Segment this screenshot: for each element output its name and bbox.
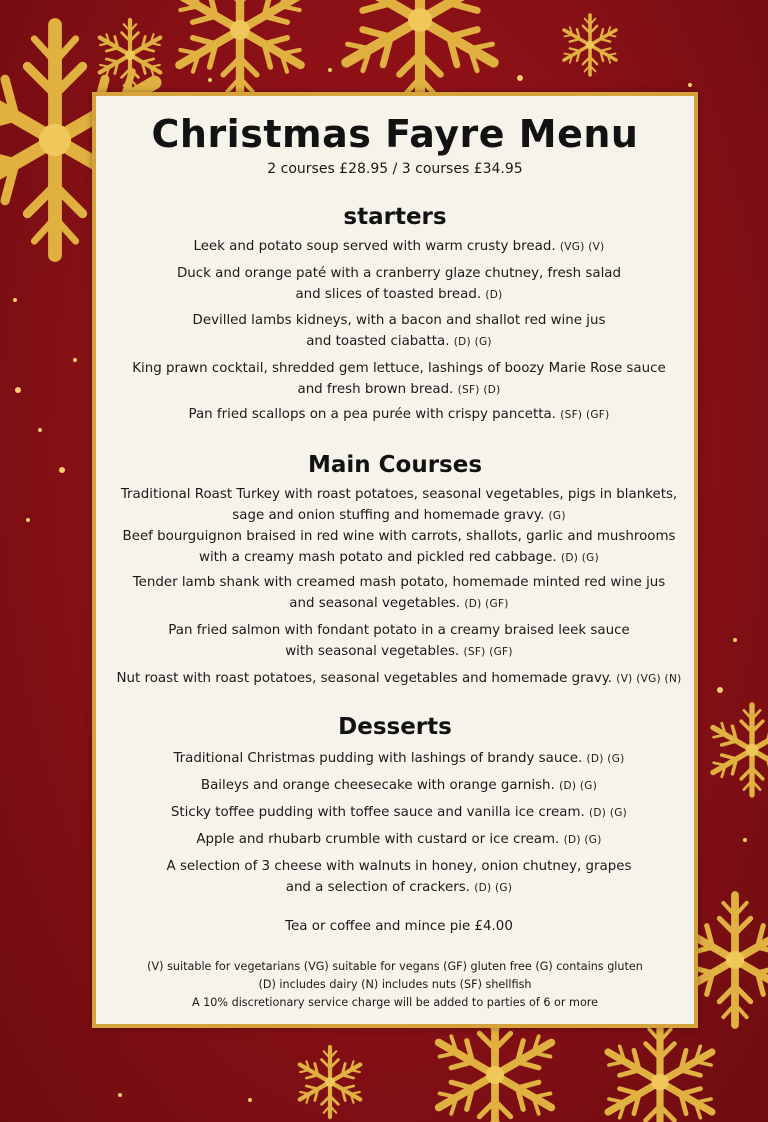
menu-item: Tender lamb shank with creamed mash potato, homemade minted red wine jus and seasonal vegetables. (D) (GF) <box>132 575 666 611</box>
dietary-legend: (V) suitable for vegetarians (VG) suitable for vegans (GF) gluten free (G) contains gluten (D) includes dairy (N) includes nuts (SF) shellfish A 10% discretionary service charge will be added to parties of 6 or more <box>147 960 643 1009</box>
menu-item: Beef bourguignon braised in red wine with carrots, shallots, garlic and mushrooms with a creamy mash potato and pickled red cabbage. (D) (G) <box>122 529 676 565</box>
snowflake-icon <box>171 0 309 100</box>
menu-item: Leek and potato soup served with warm crusty bread. (VG) (V) <box>193 239 605 254</box>
snowflake-icon <box>295 1047 364 1117</box>
extra-offer: Tea or coffee and mince pie £4.00 <box>285 919 513 934</box>
menu-item: Traditional Roast Turkey with roast potatoes, seasonal vegetables, pigs in blankets, sage and onion stuffing and homemade gravy. (G) <box>120 487 678 523</box>
main-courses-heading: Main Courses <box>307 452 483 478</box>
menu-title: Christmas Fayre Menu <box>151 112 639 156</box>
service-charge-note: A 10% discretionary service charge will be added to parties of 6 or more <box>191 996 599 1009</box>
menu-item: Nut roast with roast potatoes, seasonal vegetables and homemade gravy. (V) (VG) (N) <box>116 671 682 686</box>
snowflake-icon <box>560 15 619 75</box>
menu-item: Pan fried salmon with fondant potato in a creamy braised leek sauce with seasonal vegetables. (SF) (GF) <box>168 623 630 659</box>
snowflake-icon <box>336 0 504 105</box>
menu-item: Sticky toffee pudding with toffee sauce and vanilla ice cream. (D) (G) <box>170 805 628 820</box>
menu-item: King prawn cocktail, shredded gem lettuce, lashings of boozy Marie Rose sauce and fresh brown bread. (SF) (D) <box>132 361 666 397</box>
menu-item: Baileys and orange cheesecake with orange garnish. (D) (G) <box>200 778 598 793</box>
price-line: 2 courses £28.95 / 3 courses £34.95 <box>267 161 523 177</box>
desserts-heading: Desserts <box>338 714 452 740</box>
menu-item: Duck and orange paté with a cranberry glaze chutney, fresh salad and slices of toasted bread. (D) <box>176 266 622 302</box>
menu-item: Devilled lambs kidneys, with a bacon and shallot red wine jus and toasted ciabatta. (D) (G) <box>192 313 606 349</box>
menu-item: A selection of 3 cheese with walnuts in honey, onion chutney, grapes and a selection of crackers. (D) (G) <box>166 859 632 895</box>
menu-item: Apple and rhubarb crumble with custard or ice cream. (D) (G) <box>196 832 602 847</box>
menu-item: Pan fried scallops on a pea purée with crispy pancetta. (SF) (GF) <box>188 407 610 422</box>
snowflake-icon <box>708 705 768 795</box>
snowflake-icon <box>601 1022 719 1122</box>
menu-card <box>92 92 698 1028</box>
menu-item: Traditional Christmas pudding with lashings of brandy sauce. (D) (G) <box>173 751 625 766</box>
starters-heading: starters <box>343 204 447 230</box>
